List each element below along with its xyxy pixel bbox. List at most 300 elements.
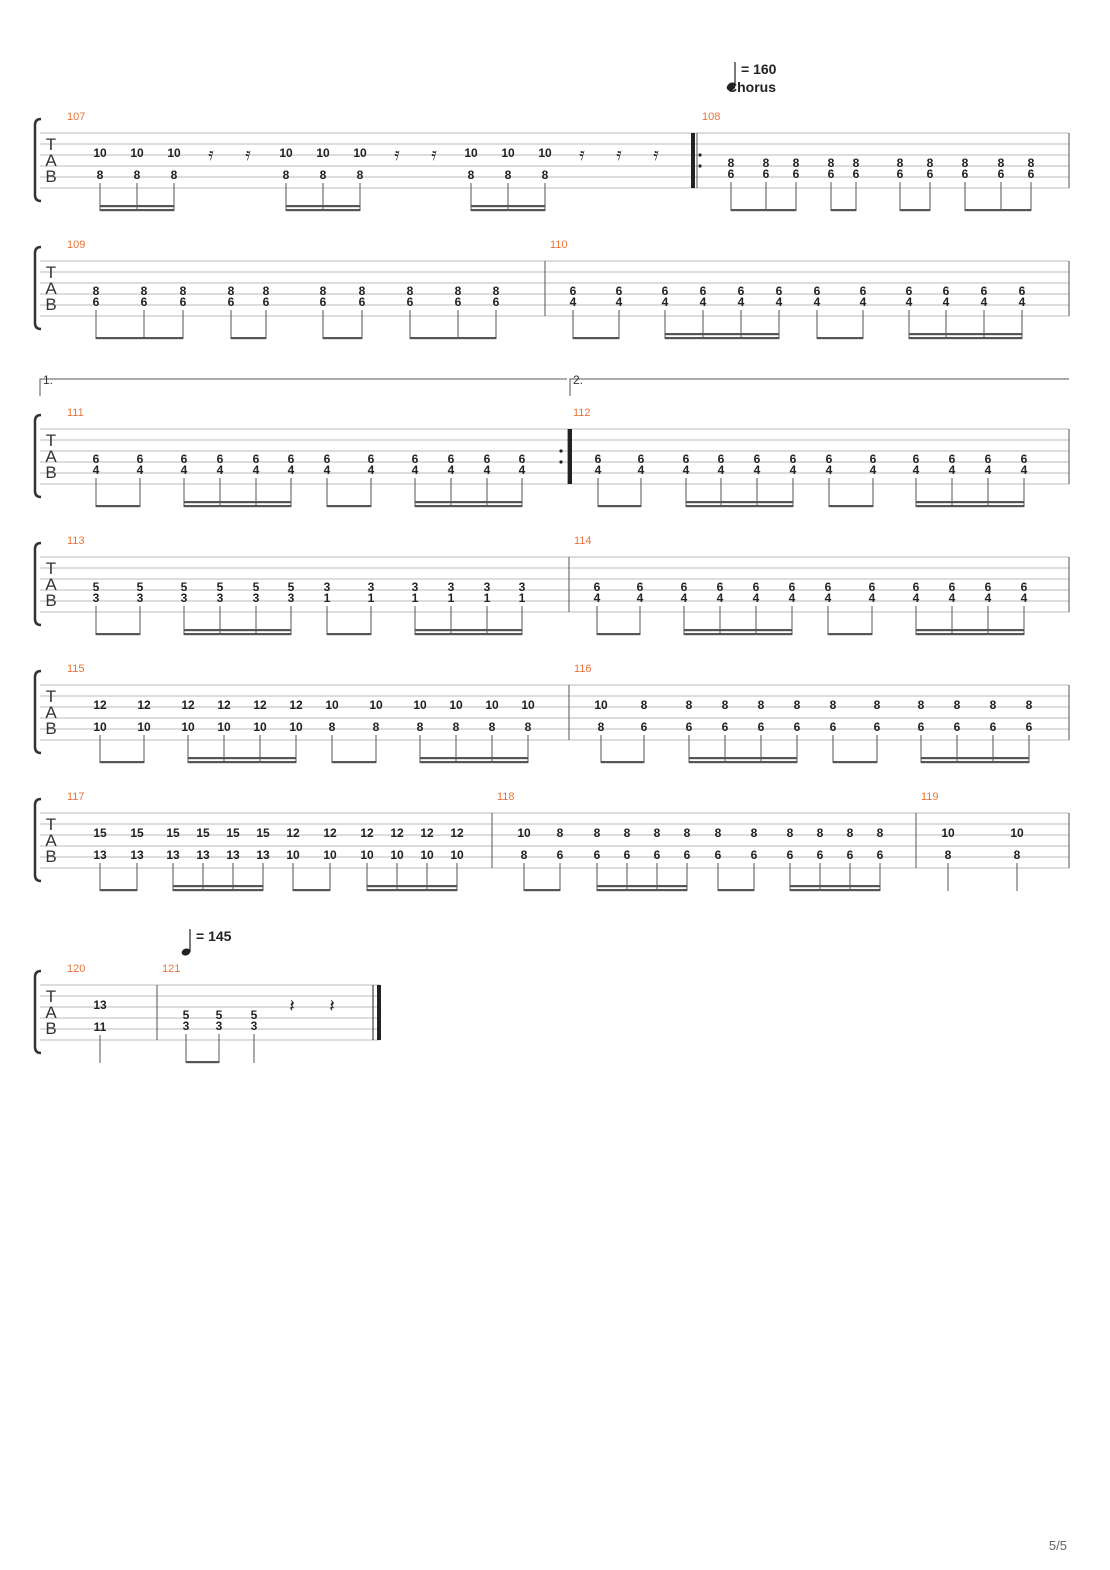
fret-number: 10: [1010, 826, 1024, 840]
fret-number: 8: [876, 826, 884, 840]
fret-number: 8: [520, 848, 528, 862]
note-beam: [415, 505, 522, 507]
note-beam: [100, 761, 144, 763]
tab-clef-letter: T: [45, 135, 57, 154]
fret-number: 6: [717, 452, 725, 466]
fret-number: 4: [788, 591, 796, 605]
measure-number: 109: [67, 239, 86, 251]
fret-number: 6: [637, 452, 645, 466]
fret-number: 6: [680, 580, 688, 594]
fret-number: 6: [813, 284, 821, 298]
sixteenth-rest: 𝄿: [245, 144, 251, 164]
fret-number: 10: [253, 720, 267, 734]
fret-number: 3: [92, 591, 100, 605]
fret-number: 5: [92, 580, 100, 594]
fret-number: 15: [196, 826, 210, 840]
fret-number: 6: [762, 167, 770, 181]
fret-number: 10: [353, 146, 367, 160]
fret-number: 3: [323, 580, 331, 594]
fret-number: 6: [323, 452, 331, 466]
note-beam: [323, 337, 362, 339]
fret-number: 5: [287, 580, 295, 594]
fret-number: 8: [640, 698, 648, 712]
fret-number: 4: [717, 463, 725, 477]
fret-number: 8: [282, 168, 290, 182]
fret-number: 8: [356, 168, 364, 182]
note-beam: [829, 505, 873, 507]
fret-number: 6: [682, 452, 690, 466]
fret-number: 4: [716, 591, 724, 605]
fret-number: 6: [852, 167, 860, 181]
fret-number: 12: [286, 826, 300, 840]
note-beam: [817, 337, 863, 339]
quarter-rest: 𝄽: [329, 996, 335, 1016]
fret-number: 12: [323, 826, 337, 840]
quarter-rest: 𝄽: [289, 996, 295, 1016]
fret-number: 4: [752, 591, 760, 605]
note-beam: [173, 889, 263, 891]
note-beam: [597, 889, 687, 891]
fret-number: 8: [827, 156, 835, 170]
fret-number: 3: [182, 1019, 190, 1033]
note-beam: [965, 209, 1031, 211]
fret-number: 8: [829, 698, 837, 712]
sixteenth-rest: 𝄿: [579, 144, 585, 164]
fret-number: 12: [289, 698, 303, 712]
fret-number: 8: [997, 156, 1005, 170]
fret-number: 13: [196, 848, 210, 862]
fret-number: 13: [93, 848, 107, 862]
fret-number: 8: [541, 168, 549, 182]
measure-number: 115: [67, 663, 85, 675]
fret-number: 8: [492, 284, 500, 298]
fret-number: 4: [869, 463, 877, 477]
fret-number: 4: [661, 295, 669, 309]
fret-number: 4: [411, 463, 419, 477]
fret-number: 1: [518, 591, 526, 605]
note-beam: [100, 209, 174, 211]
note-beam: [184, 629, 291, 631]
fret-number: 8: [358, 284, 366, 298]
note-beam: [286, 209, 360, 211]
tab-clef-letter: B: [45, 463, 57, 482]
sixteenth-rest: 𝄿: [394, 144, 400, 164]
fret-number: 3: [136, 591, 144, 605]
repeat-dot: [559, 460, 562, 463]
fret-number: 4: [680, 591, 688, 605]
note-beam: [790, 885, 880, 887]
fret-number: 12: [420, 826, 434, 840]
note-beam: [686, 501, 793, 503]
note-beam: [665, 337, 779, 339]
fret-number: 6: [483, 452, 491, 466]
fret-number: 6: [942, 284, 950, 298]
fret-number: 8: [683, 826, 691, 840]
tab-clef-letter: T: [45, 431, 57, 450]
note-beam: [597, 885, 687, 887]
fret-number: 6: [948, 452, 956, 466]
fret-number: 10: [449, 698, 463, 712]
fret-number: 6: [593, 848, 601, 862]
fret-number: 10: [93, 720, 107, 734]
fret-number: 8: [1027, 156, 1035, 170]
measure-number: 121: [162, 963, 181, 975]
measure-number: 111: [67, 407, 84, 419]
fret-number: 8: [953, 698, 961, 712]
fret-number: 8: [406, 284, 414, 298]
note-beam: [573, 337, 619, 339]
note-beam: [689, 757, 797, 759]
fret-number: 6: [492, 295, 500, 309]
fret-number: 6: [594, 452, 602, 466]
note-beam: [293, 889, 330, 891]
fret-number: 6: [1020, 580, 1028, 594]
fret-number: 6: [953, 720, 961, 734]
fret-number: 4: [1018, 295, 1026, 309]
fret-number: 6: [714, 848, 722, 862]
fret-number: 8: [944, 848, 952, 862]
sixteenth-rest: 𝄿: [616, 144, 622, 164]
note-beam: [833, 761, 877, 763]
fret-number: 10: [594, 698, 608, 712]
fret-number: 4: [775, 295, 783, 309]
fret-number: 11: [93, 1020, 107, 1034]
fret-number: 8: [961, 156, 969, 170]
fret-number: 6: [876, 848, 884, 862]
note-beam: [188, 757, 296, 759]
fret-number: 4: [753, 463, 761, 477]
tempo-mark-160: [726, 61, 777, 95]
fret-number: 6: [683, 848, 691, 862]
note-beam: [231, 337, 266, 339]
fret-number: 8: [96, 168, 104, 182]
fret-number: 6: [948, 580, 956, 594]
fret-number: 8: [504, 168, 512, 182]
fret-number: 4: [367, 463, 375, 477]
system-bracket: [35, 799, 41, 881]
tab-clef-letter: A: [45, 447, 57, 466]
note-beam: [100, 205, 174, 207]
fret-number: 8: [319, 284, 327, 298]
note-beam: [597, 633, 640, 635]
fret-number: 8: [416, 720, 424, 734]
fret-number: 8: [319, 168, 327, 182]
fret-number: 4: [868, 591, 876, 605]
note-beam: [916, 505, 1024, 507]
fret-number: 8: [852, 156, 860, 170]
fret-number: 6: [721, 720, 729, 734]
note-beam: [718, 889, 754, 891]
note-beam: [471, 209, 545, 211]
system-bracket: [35, 971, 41, 1053]
fret-number: 12: [390, 826, 404, 840]
note-beam: [921, 757, 1029, 759]
note-beam: [100, 889, 137, 891]
fret-number: 8: [524, 720, 532, 734]
fret-number: 5: [215, 1008, 223, 1022]
fret-number: 4: [948, 463, 956, 477]
fret-number: 13: [226, 848, 240, 862]
fret-number: 3: [216, 591, 224, 605]
measure-number: 118: [497, 791, 515, 803]
fret-number: 8: [793, 698, 801, 712]
fret-number: 5: [216, 580, 224, 594]
fret-number: 10: [941, 826, 955, 840]
note-beam: [420, 757, 528, 759]
fret-number: 6: [750, 848, 758, 862]
fret-number: 8: [597, 720, 605, 734]
tab-clef-letter: B: [45, 167, 57, 186]
fret-number: 6: [92, 295, 100, 309]
repeat-dot: [559, 449, 562, 452]
fret-number: 6: [997, 167, 1005, 181]
fret-number: 12: [450, 826, 464, 840]
fret-number: 6: [556, 848, 564, 862]
fret-number: 8: [593, 826, 601, 840]
system-bracket: [35, 247, 41, 329]
fret-number: 4: [92, 463, 100, 477]
fret-number: 6: [859, 284, 867, 298]
fret-number: 6: [989, 720, 997, 734]
tab-clef-letter: A: [45, 575, 57, 594]
measure-number: 112: [573, 407, 591, 419]
note-beam: [471, 205, 545, 207]
fret-number: 6: [287, 452, 295, 466]
fret-number: 6: [786, 848, 794, 862]
fret-number: 1: [483, 591, 491, 605]
fret-number: 6: [411, 452, 419, 466]
fret-number: 12: [360, 826, 374, 840]
measure-number: 119: [921, 791, 939, 803]
note-beam: [332, 761, 376, 763]
fret-number: 6: [447, 452, 455, 466]
system-bracket: [35, 119, 41, 201]
fret-number: 10: [181, 720, 195, 734]
fret-number: 6: [252, 452, 260, 466]
note-beam: [410, 337, 496, 339]
fret-number: 5: [250, 1008, 258, 1022]
fret-number: 8: [328, 720, 336, 734]
note-beam: [916, 629, 1024, 631]
note-beam: [96, 633, 140, 635]
tab-clef-letter: T: [45, 263, 57, 282]
fret-number: 6: [727, 167, 735, 181]
fret-number: 5: [180, 580, 188, 594]
note-beam: [96, 505, 140, 507]
fret-number: 10: [369, 698, 383, 712]
fret-number: 10: [289, 720, 303, 734]
measure-number: 110: [550, 239, 568, 251]
fret-number: 10: [325, 698, 339, 712]
fret-number: 6: [984, 452, 992, 466]
fret-number: 4: [905, 295, 913, 309]
measure-number: 120: [67, 963, 86, 975]
note-beam: [689, 761, 797, 763]
note-beam: [184, 505, 291, 507]
fret-number: 3: [250, 1019, 258, 1033]
note-beam: [601, 761, 644, 763]
fret-number: 4: [1020, 463, 1028, 477]
fret-number: 6: [752, 580, 760, 594]
volta-label-2: 2.: [573, 373, 584, 387]
fret-number: 8: [452, 720, 460, 734]
fret-number: 10: [323, 848, 337, 862]
fret-number: 3: [180, 591, 188, 605]
fret-number: 8: [653, 826, 661, 840]
tempo-label-160: = 160: [741, 61, 777, 77]
fret-number: 4: [682, 463, 690, 477]
fret-number: 8: [556, 826, 564, 840]
repeat-start-thick-bar: [691, 133, 695, 188]
fret-number: 6: [136, 452, 144, 466]
fret-number: 8: [179, 284, 187, 298]
fret-number: 6: [593, 580, 601, 594]
fret-number: 6: [829, 720, 837, 734]
fret-number: 6: [961, 167, 969, 181]
fret-number: 6: [824, 580, 832, 594]
note-beam: [909, 337, 1022, 339]
fret-number: 4: [594, 463, 602, 477]
fret-number: 10: [390, 848, 404, 862]
tab-clef-letter: A: [45, 279, 57, 298]
note-beam: [916, 501, 1024, 503]
measure-number: 116: [574, 663, 592, 675]
fret-number: 4: [948, 591, 956, 605]
tab-systems: [35, 111, 1069, 1063]
fret-number: 12: [253, 698, 267, 712]
fret-number: 10: [450, 848, 464, 862]
fret-number: 8: [816, 826, 824, 840]
volta-label-1: 1.: [43, 373, 54, 387]
fret-number: 6: [262, 295, 270, 309]
fret-number: 6: [518, 452, 526, 466]
fret-number: 4: [984, 463, 992, 477]
fret-number: 10: [279, 146, 293, 160]
system-bracket: [35, 543, 41, 625]
fret-number: 6: [716, 580, 724, 594]
fret-number: 1: [323, 591, 331, 605]
tab-clef-letter: B: [45, 847, 57, 866]
fret-number: 8: [170, 168, 178, 182]
fret-number: 10: [93, 146, 107, 160]
fret-number: 4: [593, 591, 601, 605]
fret-number: 4: [859, 295, 867, 309]
tab-system-6: [35, 791, 1069, 891]
fret-number: 13: [93, 998, 107, 1012]
fret-number: 8: [896, 156, 904, 170]
fret-number: 4: [737, 295, 745, 309]
fret-number: 6: [917, 720, 925, 734]
repeat-dot: [698, 164, 701, 167]
fret-number: 4: [252, 463, 260, 477]
fret-number: 8: [488, 720, 496, 734]
fret-number: 10: [517, 826, 531, 840]
fret-number: 3: [367, 580, 375, 594]
fret-number: 6: [216, 452, 224, 466]
fret-number: 3: [287, 591, 295, 605]
fret-number: 6: [896, 167, 904, 181]
fret-number: 6: [753, 452, 761, 466]
fret-number: 4: [447, 463, 455, 477]
note-beam: [684, 629, 792, 631]
page-number: 5/5: [1048, 1538, 1067, 1553]
fret-number: 4: [699, 295, 707, 309]
fret-number: 13: [256, 848, 270, 862]
sixteenth-rest: 𝄿: [208, 144, 214, 164]
tab-clef-letter: A: [45, 703, 57, 722]
fret-number: 5: [182, 1008, 190, 1022]
fret-number: 6: [789, 452, 797, 466]
fret-number: 6: [827, 167, 835, 181]
note-beam: [184, 501, 291, 503]
fret-number: 6: [737, 284, 745, 298]
fret-number: 4: [483, 463, 491, 477]
fret-number: 4: [287, 463, 295, 477]
note-beam: [186, 1061, 219, 1063]
note-beam: [831, 209, 856, 211]
fret-number: 6: [319, 295, 327, 309]
fret-number: 6: [846, 848, 854, 862]
volta-bracket-2: [570, 373, 1069, 396]
system-bracket: [35, 671, 41, 753]
fret-number: 4: [216, 463, 224, 477]
fret-number: 6: [406, 295, 414, 309]
tab-clef-letter: B: [45, 719, 57, 738]
tab-clef-letter: B: [45, 1019, 57, 1038]
measure-number: 114: [574, 535, 592, 547]
final-barline: [377, 985, 381, 1040]
tempo-mark-145: [181, 928, 232, 957]
measure-number: 113: [67, 535, 85, 547]
fret-number: 4: [912, 463, 920, 477]
fret-number: 4: [813, 295, 821, 309]
note-beam: [909, 333, 1022, 335]
fret-number: 6: [984, 580, 992, 594]
tab-system-4: [35, 535, 1069, 635]
volta-bracket-1: [40, 373, 567, 396]
fret-number: 3: [252, 591, 260, 605]
fret-number: 8: [140, 284, 148, 298]
note-beam: [684, 633, 792, 635]
fret-number: 4: [636, 591, 644, 605]
fret-number: 10: [420, 848, 434, 862]
fret-number: 10: [167, 146, 181, 160]
fret-number: 8: [792, 156, 800, 170]
fret-number: 8: [372, 720, 380, 734]
fret-number: 4: [912, 591, 920, 605]
tab-system-3: [35, 407, 1069, 507]
repeat-end-thick-bar: [568, 429, 572, 484]
note-beam: [367, 885, 457, 887]
fret-number: 13: [130, 848, 144, 862]
fret-number: 10: [316, 146, 330, 160]
fret-number: 10: [360, 848, 374, 862]
tab-system-1: [35, 111, 1069, 211]
fret-number: 10: [521, 698, 535, 712]
fret-number: 8: [873, 698, 881, 712]
fret-number: 4: [637, 463, 645, 477]
fret-number: 6: [179, 295, 187, 309]
measure-number: 117: [67, 791, 85, 803]
fret-number: 10: [485, 698, 499, 712]
repeat-dot: [698, 153, 701, 156]
system-bracket: [35, 415, 41, 497]
note-beam: [420, 761, 528, 763]
fret-number: 6: [636, 580, 644, 594]
tab-clef-letter: T: [45, 687, 57, 706]
fret-number: 10: [286, 848, 300, 862]
fret-number: 8: [762, 156, 770, 170]
